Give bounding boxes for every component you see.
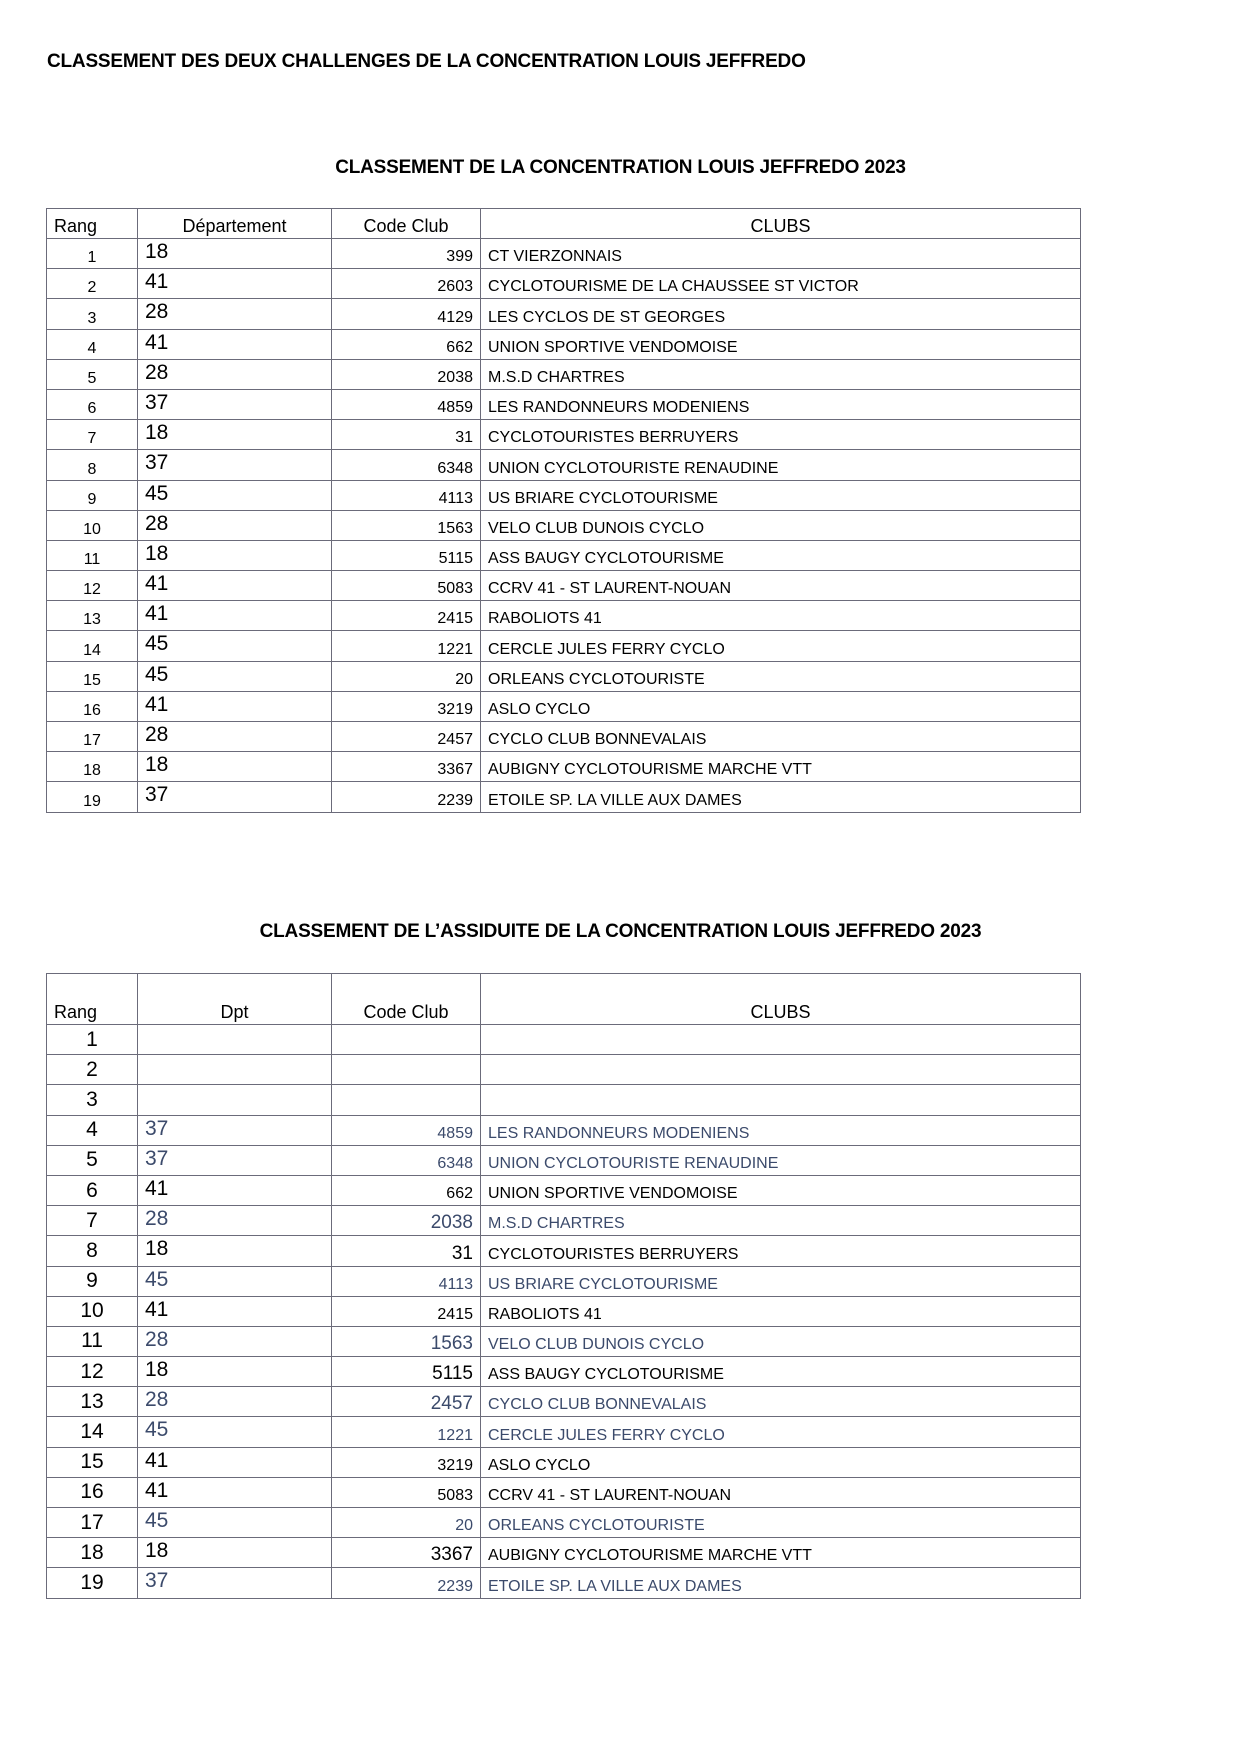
club-name-cell: UNION SPORTIVE VENDOMOISE	[481, 329, 1081, 359]
table-row	[47, 1115, 1081, 1145]
rank-cell: 1	[47, 239, 138, 269]
table-row	[47, 299, 1081, 329]
club-name-cell: CERCLE JULES FERRY CYCLO	[481, 631, 1081, 661]
rank-cell: 16	[47, 691, 138, 721]
table-row	[47, 1145, 1081, 1175]
table-row	[47, 480, 1081, 510]
code-club-cell: 1563	[332, 1326, 481, 1356]
code-club-cell: 2038	[332, 1206, 481, 1236]
code-club-cell: 2415	[332, 601, 481, 631]
code-club-cell: 5115	[332, 540, 481, 570]
club-name-cell: US BRIARE CYCLOTOURISME	[481, 1266, 1081, 1296]
department-cell	[138, 1055, 332, 1085]
code-club-cell: 2603	[332, 269, 481, 299]
table-row	[47, 1236, 1081, 1266]
club-name-cell: UNION SPORTIVE VENDOMOISE	[481, 1175, 1081, 1205]
club-name-cell: ETOILE SP. LA VILLE AUX DAMES	[481, 1568, 1081, 1598]
rank-cell: 2	[47, 1055, 138, 1085]
table-header-row	[47, 209, 1081, 239]
club-name-cell	[481, 1085, 1081, 1115]
code-club-cell: 2457	[332, 1387, 481, 1417]
table-row	[47, 1175, 1081, 1205]
rank-cell: 15	[47, 1447, 138, 1477]
department-cell: 41	[138, 571, 332, 601]
rank-cell: 19	[47, 782, 138, 812]
table-row	[47, 1508, 1081, 1538]
header-rang: Rang	[47, 209, 138, 239]
code-club-cell: 5083	[332, 571, 481, 601]
club-name-cell: VELO CLUB DUNOIS CYCLO	[481, 1326, 1081, 1356]
club-name-cell: LES RANDONNEURS MODENIENS	[481, 1115, 1081, 1145]
table-row	[47, 510, 1081, 540]
club-name-cell: ASS BAUGY CYCLOTOURISME	[481, 540, 1081, 570]
department-cell: 41	[138, 1477, 332, 1507]
rank-cell: 16	[47, 1477, 138, 1507]
table-row	[47, 1568, 1081, 1598]
department-cell: 18	[138, 420, 332, 450]
department-cell: 37	[138, 1568, 332, 1598]
code-club-cell: 4113	[332, 1266, 481, 1296]
code-club-cell: 6348	[332, 1145, 481, 1175]
rank-cell: 1	[47, 1025, 138, 1055]
rank-cell: 15	[47, 661, 138, 691]
code-club-cell: 6348	[332, 450, 481, 480]
code-club-cell	[332, 1085, 481, 1115]
rank-cell: 13	[47, 1387, 138, 1417]
department-cell: 28	[138, 359, 332, 389]
club-name-cell: CERCLE JULES FERRY CYCLO	[481, 1417, 1081, 1447]
department-cell: 18	[138, 1538, 332, 1568]
department-cell: 37	[138, 1145, 332, 1175]
club-name-cell: CYCLOTOURISTES BERRUYERS	[481, 420, 1081, 450]
code-club-cell: 5083	[332, 1477, 481, 1507]
code-club-cell: 5115	[332, 1357, 481, 1387]
rank-cell: 7	[47, 420, 138, 450]
rank-cell: 4	[47, 1115, 138, 1145]
club-name-cell: AUBIGNY CYCLOTOURISME MARCHE VTT	[481, 752, 1081, 782]
document-title: CLASSEMENT DES DEUX CHALLENGES DE LA CONCENTRATION LOUIS JEFFREDO	[47, 51, 806, 72]
table-header-row	[47, 974, 1081, 1025]
table-row	[47, 1357, 1081, 1387]
club-name-cell: CYCLOTOURISME DE LA CHAUSSEE ST VICTOR	[481, 269, 1081, 299]
table-row	[47, 752, 1081, 782]
code-club-cell: 3219	[332, 1447, 481, 1477]
rank-cell: 9	[47, 1266, 138, 1296]
club-name-cell: ASLO CYCLO	[481, 691, 1081, 721]
department-cell	[138, 1085, 332, 1115]
code-club-cell	[332, 1055, 481, 1085]
club-name-cell: AUBIGNY CYCLOTOURISME MARCHE VTT	[481, 1538, 1081, 1568]
table-row	[47, 420, 1081, 450]
club-name-cell: ORLEANS CYCLOTOURISTE	[481, 661, 1081, 691]
rank-cell: 3	[47, 1085, 138, 1115]
rank-cell: 3	[47, 299, 138, 329]
code-club-cell: 20	[332, 661, 481, 691]
header-rang: Rang	[47, 974, 138, 1025]
rank-cell: 10	[47, 510, 138, 540]
table-2-title: CLASSEMENT DE L’ASSIDUITE DE LA CONCENTRATION LOUIS JEFFREDO 2023	[259, 921, 982, 942]
rank-cell: 4	[47, 329, 138, 359]
club-name-cell	[481, 1025, 1081, 1055]
table-row	[47, 1266, 1081, 1296]
department-cell: 41	[138, 329, 332, 359]
header-code-club: Code Club	[332, 209, 481, 239]
table-row	[47, 571, 1081, 601]
code-club-cell: 2457	[332, 722, 481, 752]
table-row	[47, 782, 1081, 812]
code-club-cell: 399	[332, 239, 481, 269]
rank-cell: 14	[47, 631, 138, 661]
code-club-cell: 31	[332, 1236, 481, 1266]
department-cell: 28	[138, 299, 332, 329]
club-name-cell	[481, 1055, 1081, 1085]
table-row	[47, 1206, 1081, 1236]
table-row	[47, 450, 1081, 480]
department-cell: 41	[138, 269, 332, 299]
table-row	[47, 1538, 1081, 1568]
rank-cell: 9	[47, 480, 138, 510]
department-cell: 18	[138, 239, 332, 269]
rank-cell: 5	[47, 1145, 138, 1175]
department-cell: 28	[138, 510, 332, 540]
code-club-cell: 20	[332, 1508, 481, 1538]
table-row	[47, 1387, 1081, 1417]
club-name-cell: RABOLIOTS 41	[481, 601, 1081, 631]
ranking-table-body	[47, 239, 1081, 813]
rank-cell: 17	[47, 1508, 138, 1538]
department-cell: 18	[138, 1357, 332, 1387]
table-row	[47, 661, 1081, 691]
club-name-cell: CYCLOTOURISTES BERRUYERS	[481, 1236, 1081, 1266]
department-cell: 37	[138, 389, 332, 419]
header-clubs: CLUBS	[481, 209, 1081, 239]
department-cell: 45	[138, 1266, 332, 1296]
department-cell: 45	[138, 480, 332, 510]
table-row	[47, 691, 1081, 721]
department-cell: 41	[138, 1296, 332, 1326]
code-club-cell: 4859	[332, 1115, 481, 1145]
club-name-cell: ETOILE SP. LA VILLE AUX DAMES	[481, 782, 1081, 812]
table-row	[47, 239, 1081, 269]
code-club-cell: 3219	[332, 691, 481, 721]
club-name-cell: LES CYCLOS DE ST GEORGES	[481, 299, 1081, 329]
table-row	[47, 631, 1081, 661]
rank-cell: 11	[47, 1326, 138, 1356]
rank-cell: 11	[47, 540, 138, 570]
table-row	[47, 1055, 1081, 1085]
department-cell: 28	[138, 1387, 332, 1417]
department-cell: 41	[138, 1447, 332, 1477]
department-cell: 45	[138, 661, 332, 691]
code-club-cell: 2415	[332, 1296, 481, 1326]
rank-cell: 17	[47, 722, 138, 752]
table-row	[47, 722, 1081, 752]
department-cell: 28	[138, 1206, 332, 1236]
club-name-cell: VELO CLUB DUNOIS CYCLO	[481, 510, 1081, 540]
rank-cell: 12	[47, 571, 138, 601]
club-name-cell: LES RANDONNEURS MODENIENS	[481, 389, 1081, 419]
header-code-club: Code Club	[332, 974, 481, 1025]
header-clubs: CLUBS	[481, 974, 1081, 1025]
club-name-cell: CT VIERZONNAIS	[481, 239, 1081, 269]
code-club-cell: 1221	[332, 631, 481, 661]
department-cell: 28	[138, 722, 332, 752]
table-row	[47, 1326, 1081, 1356]
code-club-cell: 2239	[332, 1568, 481, 1598]
club-name-cell: CCRV 41 - ST LAURENT-NOUAN	[481, 1477, 1081, 1507]
table-row	[47, 329, 1081, 359]
rank-cell: 13	[47, 601, 138, 631]
table-row	[47, 389, 1081, 419]
department-cell: 41	[138, 691, 332, 721]
rank-cell: 12	[47, 1357, 138, 1387]
header-dpt: Dpt	[138, 974, 332, 1025]
code-club-cell: 1563	[332, 510, 481, 540]
department-cell: 37	[138, 782, 332, 812]
code-club-cell: 662	[332, 329, 481, 359]
rank-cell: 8	[47, 1236, 138, 1266]
table-row	[47, 1447, 1081, 1477]
code-club-cell: 2239	[332, 782, 481, 812]
rank-cell: 18	[47, 1538, 138, 1568]
club-name-cell: M.S.D CHARTRES	[481, 359, 1081, 389]
rank-cell: 6	[47, 1175, 138, 1205]
code-club-cell: 662	[332, 1175, 481, 1205]
department-cell: 45	[138, 631, 332, 661]
code-club-cell: 3367	[332, 1538, 481, 1568]
rank-cell: 19	[47, 1568, 138, 1598]
club-name-cell: ORLEANS CYCLOTOURISTE	[481, 1508, 1081, 1538]
department-cell: 41	[138, 1175, 332, 1205]
code-club-cell: 31	[332, 420, 481, 450]
table-row	[47, 540, 1081, 570]
rank-cell: 7	[47, 1206, 138, 1236]
department-cell: 37	[138, 1115, 332, 1145]
department-cell: 18	[138, 540, 332, 570]
department-cell: 45	[138, 1417, 332, 1447]
rank-cell: 5	[47, 359, 138, 389]
club-name-cell: CYCLO CLUB BONNEVALAIS	[481, 722, 1081, 752]
ranking-table	[46, 208, 1081, 813]
club-name-cell: ASLO CYCLO	[481, 1447, 1081, 1477]
table-row	[47, 1085, 1081, 1115]
attendance-table-body	[47, 1025, 1081, 1599]
table-row	[47, 1296, 1081, 1326]
club-name-cell: UNION CYCLOTOURISTE RENAUDINE	[481, 1145, 1081, 1175]
club-name-cell: US BRIARE CYCLOTOURISME	[481, 480, 1081, 510]
code-club-cell	[332, 1025, 481, 1055]
club-name-cell: ASS BAUGY CYCLOTOURISME	[481, 1357, 1081, 1387]
rank-cell: 6	[47, 389, 138, 419]
club-name-cell: UNION CYCLOTOURISTE RENAUDINE	[481, 450, 1081, 480]
rank-cell: 18	[47, 752, 138, 782]
club-name-cell: RABOLIOTS 41	[481, 1296, 1081, 1326]
code-club-cell: 4113	[332, 480, 481, 510]
table-row	[47, 1417, 1081, 1447]
rank-cell: 14	[47, 1417, 138, 1447]
department-cell	[138, 1025, 332, 1055]
department-cell: 18	[138, 752, 332, 782]
table-row	[47, 359, 1081, 389]
club-name-cell: M.S.D CHARTRES	[481, 1206, 1081, 1236]
code-club-cell: 2038	[332, 359, 481, 389]
table-row	[47, 269, 1081, 299]
code-club-cell: 4859	[332, 389, 481, 419]
table-row	[47, 1477, 1081, 1507]
table-row	[47, 1025, 1081, 1055]
department-cell: 45	[138, 1508, 332, 1538]
department-cell: 37	[138, 450, 332, 480]
department-cell: 41	[138, 601, 332, 631]
department-cell: 28	[138, 1326, 332, 1356]
attendance-table	[46, 973, 1081, 1599]
table-row	[47, 601, 1081, 631]
rank-cell: 10	[47, 1296, 138, 1326]
club-name-cell: CCRV 41 - ST LAURENT-NOUAN	[481, 571, 1081, 601]
code-club-cell: 1221	[332, 1417, 481, 1447]
rank-cell: 8	[47, 450, 138, 480]
club-name-cell: CYCLO CLUB BONNEVALAIS	[481, 1387, 1081, 1417]
department-cell: 18	[138, 1236, 332, 1266]
code-club-cell: 3367	[332, 752, 481, 782]
table-1-title: CLASSEMENT DE LA CONCENTRATION LOUIS JEFFREDO 2023	[335, 157, 906, 178]
rank-cell: 2	[47, 269, 138, 299]
header-departement: Département	[138, 209, 332, 239]
code-club-cell: 4129	[332, 299, 481, 329]
